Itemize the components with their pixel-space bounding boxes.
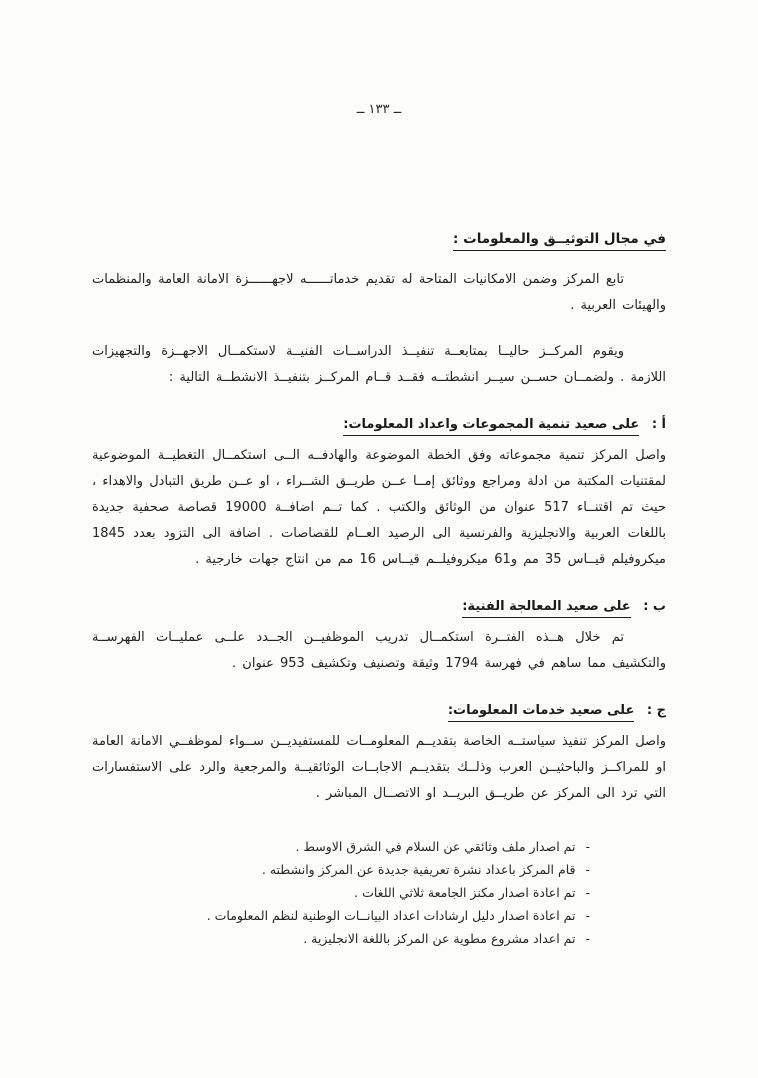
page-number: ــ ١٣٣ ــ: [356, 102, 402, 117]
section-heading-b: على صعيد المعالجة الفنية:: [462, 599, 630, 618]
document-title-text: في مجال التوثيــق والمعلومات :: [453, 231, 666, 251]
list-item: - تم اعادة اصدار مكنز الجامعة ثلاثي اللغات .: [92, 881, 590, 904]
section-marker-b: ب :: [643, 599, 666, 614]
section-body-b: تم خلال هــذه الفتــرة استكمــال تدريب الموظفيــن الجــدد علــى عمليــات الفهرســة والتكشيف مما ساهم في فهرسة 1794 وثيقة وتصنيف وتكشيف 953 عنوان .: [92, 630, 666, 671]
list-item: - تم اعادة اصدار دليل ارشادات اعداد البيانــات الوطنية لنظم المعلومات .: [92, 904, 590, 927]
intro-paragraph-2: ويقوم المركــز حاليــا بمتابعــة تنفيــذ الدراســات الفنيــة لاستكمــال الاجهــزة والتجهيزات اللازمة . ولضمــان حســن سيــر انشطتــه فقــد قــام المركــز بتنفيــذ الانشطــة التالية :: [92, 344, 666, 385]
intro-paragraph-1: تابع المركز وضمن الامكانيات المتاحة له تقديم خدماتــــــه لاجهــــــزة الامانة العامة والمنظمات والهيئات العربية .: [92, 272, 666, 313]
list-item: - قام المركز باعداد نشرة تعريفية جديدة عن المركز وانشطته .: [92, 858, 590, 881]
list-item: - تم اعداد مشروع مطوية عن المركز باللغة الانجليزية .: [92, 927, 590, 950]
section-heading-row: [92, 415, 666, 435]
section-heading-row: [92, 701, 666, 721]
activities-list: [92, 835, 666, 950]
section-technical-processing: [92, 597, 666, 677]
section-body-c: واصل المركز تنفيذ سياستــه الخاصة بتقديــم المعلومــات للمستفيديــن ســواء لموظفــي الامانة العامة او للمراكــز والباحثيــن العرب وذلــك بتقديــم الاجابــات الوثائقيــة والمرجعية والرد على الاستفسارات التي ترد الى المركز عن طريــق البريــد او الاتصــال المباشر .: [92, 734, 666, 801]
section-marker-a: أ :: [651, 417, 666, 432]
section-heading-a: على صعيد تنمية المجموعات واعداد المعلومات:: [343, 417, 639, 436]
document-title: [92, 231, 666, 247]
section-body-a: واصل المركز تنمية مجموعاته وفق الخطة الموضوعة والهادفــه الــى استكمــال التغطيــة الموضوعية لمقتنيات المكتبة من ادلة ومراجع ووثائق إمــا عــن طريــق الشــراء ، او عــن طريق التبادل والاهداء ، حيث تم اقتنــاء 517 عنوان من الوثائق والكتب . كما تــم اضافــة 19000 قصاصة صحفية جديدة باللغات العربية والانجليزية والفرنسية الى الرصيد العــام للقصاصات . اضافة الى التزود بعدد 1845 ميكروفيلم قيــاس 35 مم و61 ميكروفيلــم قيــاس 16 مم من انتاج جهات خارجية .: [92, 448, 666, 567]
section-heading-c: على صعيد خدمات المعلومات:: [448, 703, 635, 722]
section-information-services: [92, 701, 666, 807]
section-marker-c: ج :: [646, 703, 666, 718]
section-heading-row: [92, 597, 666, 617]
list-item: - تم اصدار ملف وثائقي عن السلام في الشرق الاوسط .: [92, 835, 590, 858]
section-collections: [92, 415, 666, 573]
